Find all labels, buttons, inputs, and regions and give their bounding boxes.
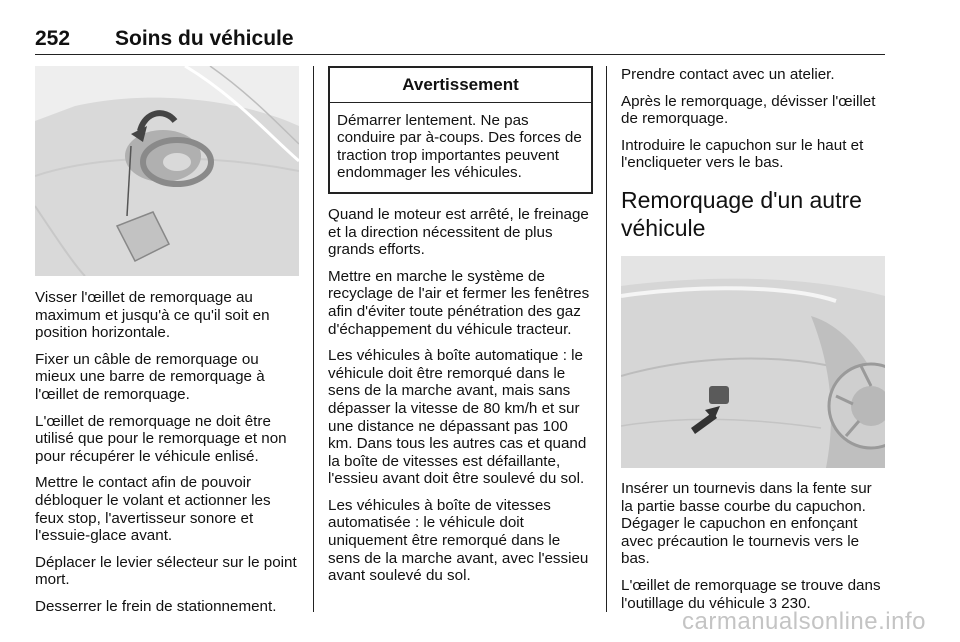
watermark: carmanualsonline.info (682, 608, 926, 635)
paragraph: Quand le moteur est arrêté, le freinage et la direction nécessitent de plus grands efforts. (328, 205, 589, 259)
column-left (35, 66, 300, 625)
paragraph: Insérer un tournevis dans la fente sur la partie basse courbe du capuchon. Dégager le capuchon en enfonçant avec précaution le tournevis vers le bas. (621, 479, 872, 568)
paragraph: Introduire le capuchon sur le haut et l'encliqueter vers le bas. (621, 136, 864, 172)
paragraph: Après le remorquage, dévisser l'œillet de remorquage. (621, 92, 876, 128)
column-divider (606, 66, 607, 612)
column-divider (313, 66, 314, 612)
paragraph: Les véhicules à boîte de vitesses automatisée : le véhicule doit uniquement être remorqué dans le sens de la marche avant, avec l'essieu avant soulevé du sol. (328, 496, 589, 585)
section-heading: Remorquage d'un autre véhicule (621, 186, 862, 241)
paragraph: Visser l'œillet de remorquage au maximum et jusqu'à ce qu'il soit en position horizontale. (35, 289, 270, 342)
paragraph: Les véhicules à boîte automatique : le véhicule doit être remorqué dans le sens de la marche avant, mais sans dépasser la vitesse de 80 km/h et sur une distance ne dépassant pas 100 km. Dans tous les autres cas et quand la boîte de vitesses est défaillante, l'essieu avant doit être soulevé du sol. (328, 347, 587, 488)
paragraph: Mettre en marche le système de recyclage de l'air et fermer les fenêtres afin d'éviter toute pénétration des gaz d'échappement du véhicule tracteur. (328, 267, 590, 338)
page-number: 252 (35, 27, 71, 50)
rear-bumper-illustration-icon (621, 256, 885, 468)
reference-text: L'œillet de remorquage se trouve dans l'outillage du véhicule (621, 576, 881, 612)
page-header (35, 24, 885, 55)
page-title: Soins du véhicule (115, 27, 294, 50)
warning-box (328, 66, 593, 194)
paragraph: Fixer un câble de remorquage ou mieux une barre de remorquage à l'œillet de remorquage. (35, 350, 265, 403)
paragraph: Déplacer le levier sélecteur sur le point mort. (35, 553, 297, 589)
column-right (621, 66, 886, 621)
reference-page[interactable]: 230. (781, 594, 811, 612)
paragraph (621, 577, 886, 612)
paragraph: Desserrer le frein de stationnement. (35, 597, 277, 615)
warning-title: Avertissement (330, 68, 591, 103)
warning-body: Démarrer lentement. Ne pas conduire par à-coups. Des forces de traction trop importantes peuvent endommager les véhicules. (337, 111, 582, 182)
tow-eye-figure (35, 66, 299, 276)
rear-bumper-figure (621, 256, 885, 468)
page-reference-icon: 3 (769, 594, 777, 611)
column-middle (328, 66, 593, 594)
paragraph: Prendre contact avec un atelier. (621, 66, 835, 83)
paragraph: L'œillet de remorquage ne doit être utilisé que pour le remorquage et non pour récupérer le véhicule enlisé. (35, 412, 287, 465)
tow-eye-illustration-icon (35, 66, 299, 276)
paragraph: Mettre le contact afin de pouvoir débloquer le volant et actionner les feux stop, l'avertisseur sonore et l'essuie-glace avant. (35, 474, 271, 545)
